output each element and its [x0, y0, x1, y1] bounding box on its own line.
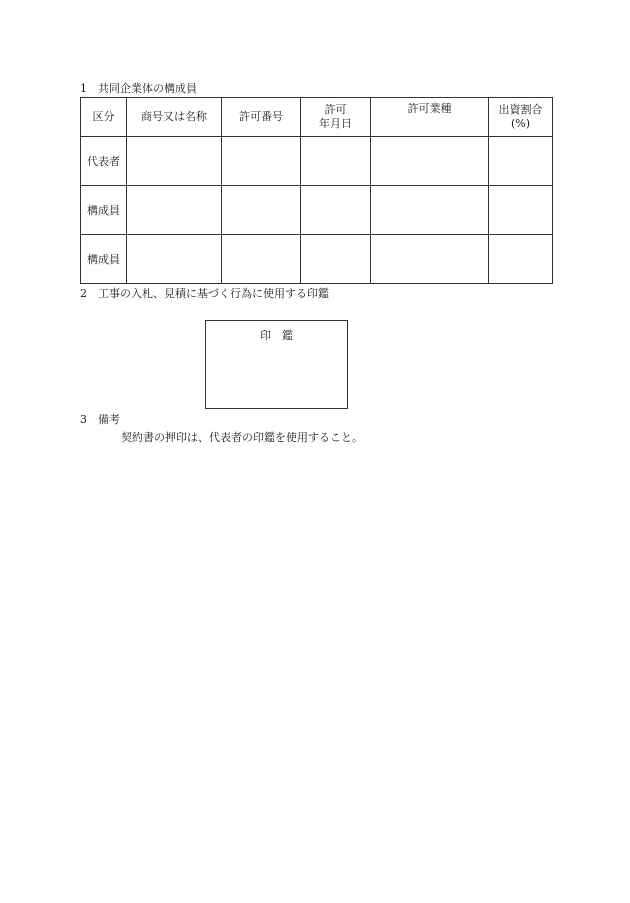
section-1-heading	[80, 82, 197, 96]
investment-ratio-cell[interactable]	[489, 137, 553, 186]
section-2-number: 2	[80, 287, 87, 300]
license-number-cell[interactable]	[222, 235, 301, 284]
license-number-cell[interactable]	[222, 137, 301, 186]
header-license-date-line2: 年月日	[319, 117, 352, 130]
section-3-number: 3	[80, 413, 87, 426]
header-investment-ratio	[489, 98, 553, 137]
license-type-cell[interactable]	[371, 235, 489, 284]
license-date-cell[interactable]	[301, 137, 371, 186]
section-2-title: 工事の入札、見積に基づく行為に使用する印鑑	[98, 287, 329, 300]
header-license-number: 許可番号	[222, 98, 301, 137]
header-license-date-line1: 許可	[324, 103, 347, 116]
section-2-heading	[80, 287, 329, 301]
row-category: 構成員	[81, 235, 127, 284]
license-type-cell[interactable]	[371, 137, 489, 186]
row-category: 代表者	[81, 137, 127, 186]
trade-name-cell[interactable]	[127, 137, 222, 186]
table-row	[81, 235, 553, 284]
trade-name-cell[interactable]	[127, 186, 222, 235]
table-row	[81, 137, 553, 186]
license-type-cell[interactable]	[371, 186, 489, 235]
header-category: 区分	[81, 98, 127, 137]
license-date-cell[interactable]	[301, 235, 371, 284]
seal-box-title: 印 鑑	[260, 329, 293, 342]
section-3-title: 備考	[98, 413, 120, 426]
section-1-number: 1	[80, 82, 87, 95]
remarks-text: 契約書の押印は、代表者の印鑑を使用すること。	[121, 431, 363, 444]
license-number-cell[interactable]	[222, 186, 301, 235]
header-investment-ratio-line2: (%)	[510, 117, 531, 130]
license-date-cell[interactable]	[301, 186, 371, 235]
seal-box[interactable]	[205, 320, 348, 409]
header-license-date	[301, 98, 371, 137]
section-3-heading	[80, 413, 120, 427]
members-table	[80, 97, 553, 284]
investment-ratio-cell[interactable]	[489, 235, 553, 284]
table-row	[81, 186, 553, 235]
trade-name-cell[interactable]	[127, 235, 222, 284]
section-1-title: 共同企業体の構成員	[98, 82, 197, 95]
header-investment-ratio-line1: 出資割合	[498, 103, 543, 116]
header-trade-name: 商号又は名称	[127, 98, 222, 137]
investment-ratio-cell[interactable]	[489, 186, 553, 235]
header-license-type: 許可業種	[371, 98, 489, 137]
members-table-header-row	[81, 98, 553, 137]
row-category: 構成員	[81, 186, 127, 235]
